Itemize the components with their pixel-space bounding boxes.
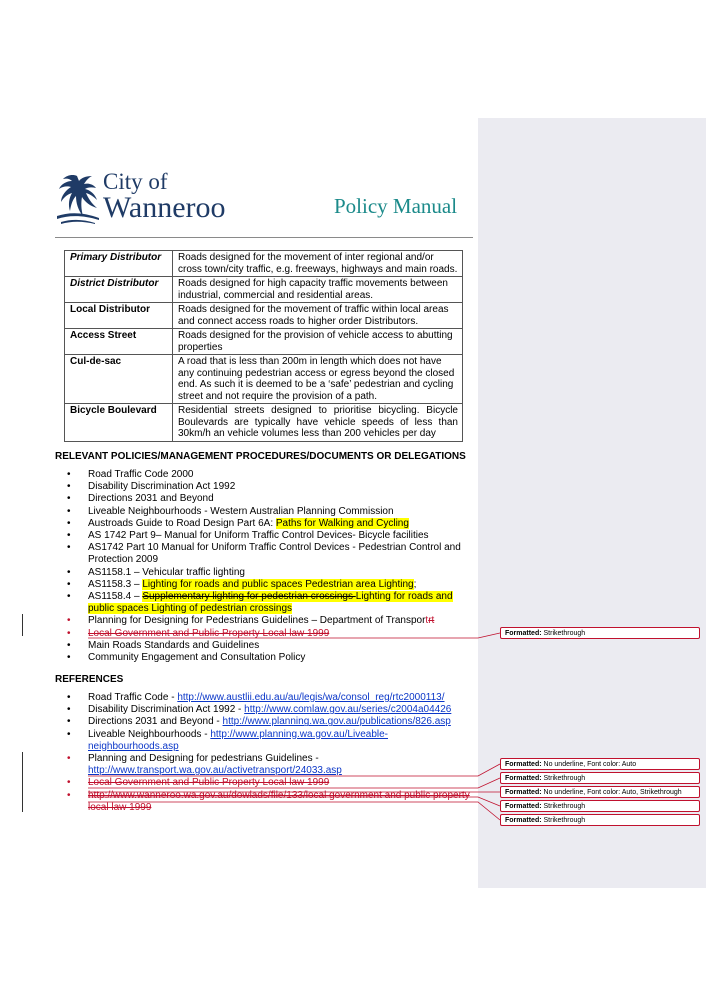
reference-link[interactable]: http://www.austlii.edu.au/au/legis/wa/consol_reg/rtc2000113/ [177,692,445,703]
logo-line-2: Wanneroo [103,191,226,224]
item-text: Road Traffic Code - [88,692,178,703]
relevant-policies-heading: RELEVANT POLICIES/MANAGEMENT PROCEDURES/DOCUMENTS OR DELEGATIONS [55,451,466,462]
table-term: Primary Distributor [65,251,173,277]
item-text: Planning and Designing for pedestrians Guidelines - [88,753,319,765]
document-type-title: Policy Manual [334,194,458,218]
item-text: Directions 2031 and Beyond - [88,716,223,728]
deleted-text: Supplementary lighting for pedestrian crossings [142,591,356,603]
table-desc: Residential streets designed to prioritise bicycling. Bicycle Boulevards are typically have vehicle speeds of less than 30km/h an vehicle volumes less than 200 vehicles per day [173,404,463,442]
item-text: Liveable Neighbourhoods - [88,728,211,740]
highlighted-text: Lighting for roads and public spaces Lighting of pedestrian crossings [88,591,453,615]
balloon-text: Strikethrough [543,775,586,782]
deleted-text: Local Government and Public Property Local law 1999 [88,777,330,789]
deleted-text: rt [428,615,435,627]
balloon-label: Formatted: [505,803,542,810]
table-desc: Roads designed for high capacity traffic movements between industrial, commercial and residential areas. [173,277,463,303]
table-term: District Distributor [65,277,173,303]
balloon-text: Strikethrough [543,803,586,810]
reference-link[interactable]: http://www.planning.wa.gov.au/publications/826.asp [222,716,451,728]
list-item: • Main Roads Standards and Guidelines [55,640,475,652]
logo-line-1: City of [103,169,168,194]
balloon-label: Formatted: [505,817,542,824]
list-item: • Directions 2031 and Beyond [55,493,475,505]
formatting-balloon[interactable] [500,800,700,812]
list-item: • AS 1742 Part 9– Manual for Uniform Traffic Control Devices- Bicycle facilities [55,530,475,542]
list-item: • Road Traffic Code 2000 [55,469,475,481]
formatting-balloon[interactable] [500,814,700,826]
table-desc: Roads designed for the movement of inter regional and/or cross town/city traffic, e.g. freeways, highways and main roads. [173,251,463,277]
highlighted-text: Paths for Walking and Cycling [275,517,409,529]
table-term: Local Distributor [65,303,173,329]
table-desc: Roads designed for the movement of traffic within local areas and connect access roads to higher order Distributors. [173,303,463,329]
formatting-balloon[interactable] [500,758,700,770]
deleted-link-text: http://www.wanneroo.wa.gov.au/dowlads/file/133/local government and public property local law 1999 [88,789,470,813]
references-heading: REFERENCES [55,674,124,685]
list-item: • Disability Discrimination Act 1992 [55,481,475,493]
item-text: Planning for Designing for Pedestrians Guidelines – Department of Transpor [88,615,426,627]
table-term: Access Street [65,329,173,355]
formatting-balloon[interactable] [500,627,700,639]
balloon-text: No underline, Font color: Auto, Strikethrough [543,789,682,796]
list-item: • Community Engagement and Consultation Policy [55,652,475,664]
balloon-text: Strikethrough [543,817,586,824]
balloon-label: Formatted: [505,789,542,796]
list-item: • AS1158.1 – Vehicular traffic lighting [55,567,475,579]
balloon-label: Formatted: [505,761,542,768]
table-desc: A road that is less than 200m in length which does not have any continuing pedestrian access or egress beyond the closed end. As such it is deemed to be a ‘safe’ pedestrian and cycling street and not require the provision of a path. [173,355,463,404]
inserted-text: t [425,615,429,627]
table-desc: Roads designed for the provision of vehicle access to abutting properties [173,329,463,355]
deleted-text: Local Government and Public Property Local law 1999 [88,627,330,639]
list-item: • Liveable Neighbourhoods - Western Australian Planning Commission [55,506,475,518]
formatting-balloon[interactable] [500,786,700,798]
balloon-text: No underline, Font color: Auto [543,761,637,768]
item-text: Disability Discrimination Act 1992 - [88,704,245,716]
reference-link[interactable]: http://www.comlaw.gov.au/series/c2004a04426 [244,704,452,716]
table-term: Cul-de-sac [65,355,173,404]
balloon-text: Strikethrough [543,630,586,637]
item-text: ; [413,578,417,590]
reference-link[interactable]: http://www.planning.wa.gov.au/Liveable-neighbourhoods.asp [88,728,389,752]
item-text: AS1158.3 – [88,578,143,590]
formatting-balloon[interactable] [500,772,700,784]
highlighted-text: Lighting for roads and public spaces Pedestrian area Lighting [142,578,414,590]
item-text: Austroads Guide to Road Design Part 6A: [88,517,276,529]
table-term: Bicycle Boulevard [65,404,173,442]
balloon-label: Formatted: [505,775,542,782]
reference-link[interactable]: http://www.transport.wa.gov.au/activetransport/24033.asp [88,765,342,777]
balloon-label: Formatted: [505,630,542,637]
list-item: • AS1742 Part 10 Manual for Uniform Traffic Control Devices - Pedestrian Control and Protection 2009 [55,542,475,566]
item-text: AS1158.4 – [88,591,143,603]
